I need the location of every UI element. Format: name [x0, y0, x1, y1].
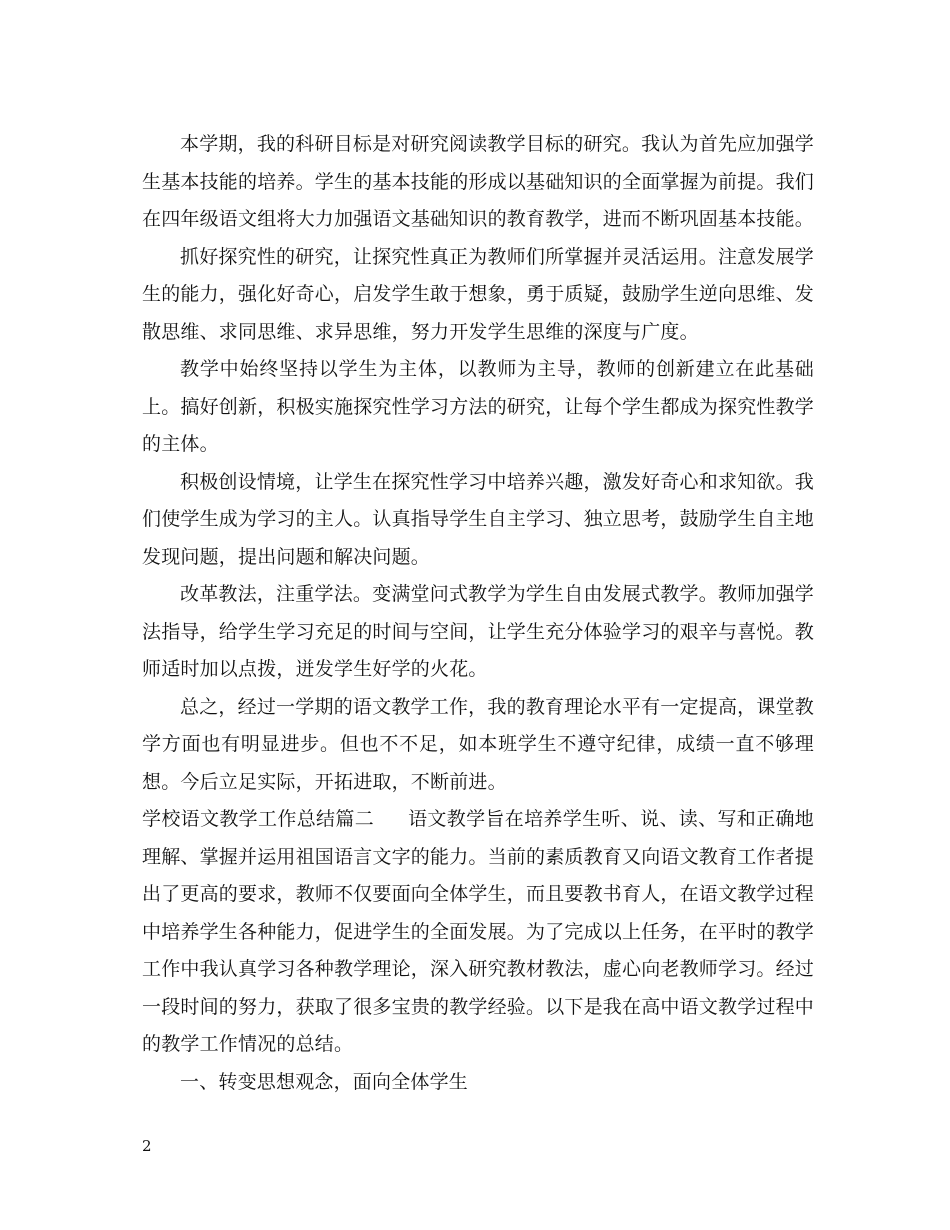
section-two [142, 801, 814, 1064]
paragraph-reform-methods: 改革教法，注重学法。变满堂问式教学为学生自由发展式教学。教师加强学法指导，给学生学习充足的时间与空间，让学生充分体验学习的艰辛与喜悦。教师适时加以点拨，迸发学生好学的火花。 [142, 583, 815, 680]
body-text [142, 126, 814, 1101]
section-intro: 语文教学旨在培养学生听、说、读、写和正确地理解、掌握并运用祖国语言文字的能力。当前的素质教育又向语文教育工作者提出了更高的要求，教师不仅要面向全体学生，而且要教书育人，在语文教学过程中培养学生各种能力，促进学生的全面发展。为了完成以上任务，在平时的教学工作中我认真学习各种教学理论，深入研究教材教法，虚心向老教师学习。经过一段时间的努力，获取了很多宝贵的教学经验。以下是我在高中语文教学过程中的教学工作情况的总结。 [142, 808, 815, 1055]
paragraph-inquiry-research: 抓好探究性的研究，让探究性真正为教师们所掌握并灵活运用。注意发展学生的能力，强化好奇心，启发学生敢于想象，勇于质疑，鼓励学生逆向思维、发散思维、求同思维、求异思维，努力开发学生思维的深度与广度。 [142, 245, 815, 343]
paragraph-research-goal: 本学期，我的科研目标是对研究阅读教学目标的研究。我认为首先应加强学生基本技能的培养。学生的基本技能的形成以基础知识的全面掌握为前提。我们在四年级语文组将大力加强语文基础知识的教育教学，进而不断巩固基本技能。 [142, 133, 815, 230]
paragraph-student-centered: 教学中始终坚持以学生为主体，以教师为主导，教师的创新建立在此基础上。搞好创新，积极实施探究性学习方法的研究，让每个学生都成为探究性教学的主体。 [142, 358, 815, 455]
section-heading: 学校语文教学工作总结篇二 [142, 808, 375, 830]
page-number: 2 [142, 1137, 152, 1155]
paragraph-conclusion: 总之，经过一学期的语文教学工作，我的教育理论水平有一定提高，课堂教学方面也有明显进步。但也不不足，如本班学生不遵守纪律，成绩一直不够理想。今后立足实际，开拓进取，不断前进。 [142, 695, 814, 793]
subheading: 一、转变思想观念，面向全体学生 [180, 1070, 469, 1093]
paragraph-create-situations: 积极创设情境，让学生在探究性学习中培养兴趣，激发好奇心和求知欲。我们使学生成为学习的主人。认真指导学生自主学习、独立思考，鼓励学生自主地发现问题，提出问题和解决问题。 [142, 470, 815, 568]
